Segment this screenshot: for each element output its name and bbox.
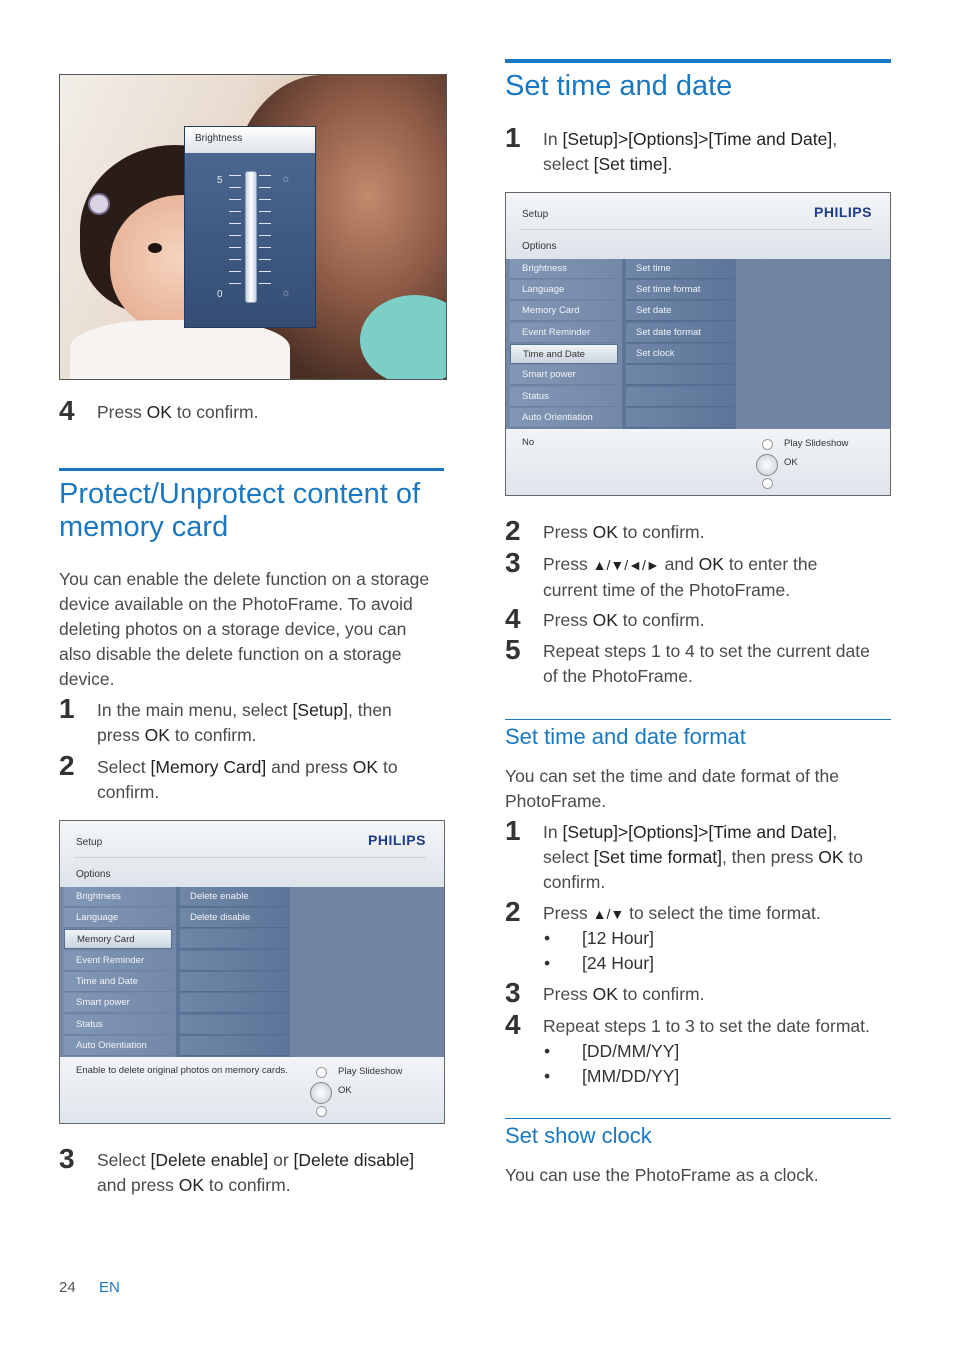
photo-hair-clip-icon (88, 193, 110, 215)
menu-item-auto-orientation[interactable]: Auto Orientiation (64, 1036, 172, 1056)
left-step-3 (59, 1143, 454, 1198)
menu-item-time-and-date[interactable]: Time and Date (64, 972, 172, 992)
sub-item-empty (180, 929, 288, 949)
step-text: In [Setup]>[Options]>[Time and Date], select [Set time]. (543, 129, 838, 174)
screen-options-label: Options (522, 241, 557, 252)
right-step-4 (505, 603, 900, 636)
footer-message: Enable to delete original photos on memory cards. (76, 1065, 288, 1076)
photo-child-eye-left (148, 243, 162, 253)
ok-wheel-icon[interactable] (310, 1082, 332, 1104)
sub-item-empty (626, 365, 734, 385)
step-text: Repeat steps 1 to 4 to set the current date of the PhotoFrame. (543, 641, 870, 686)
screen-main-menu (60, 887, 176, 1057)
step-text: Press OK to confirm. (97, 402, 259, 422)
language-code: EN (99, 1279, 120, 1296)
memory-card-screenshot (59, 820, 445, 1124)
step-number: 1 (59, 693, 75, 724)
menu-item-status[interactable]: Status (510, 387, 618, 407)
screen-sub-menu (176, 887, 290, 1057)
time-section-rule (505, 59, 891, 63)
screen-preview-area (736, 259, 890, 429)
sub-item-empty (180, 1036, 288, 1056)
menu-item-memory-card[interactable]: Memory Card (64, 929, 172, 949)
menu-item-auto-orientation[interactable]: Auto Orientiation (510, 408, 618, 428)
menu-item-event-reminder[interactable]: Event Reminder (510, 323, 618, 343)
format-step-1 (505, 815, 900, 896)
sub-item-empty (180, 972, 288, 992)
sub-item-set-time[interactable]: Set time (626, 259, 734, 279)
radio-down-icon[interactable] (762, 478, 773, 489)
right-step-3 (505, 547, 900, 602)
philips-logo: PHILIPS (814, 204, 872, 220)
sub-item-empty (180, 951, 288, 971)
radio-up-icon[interactable] (316, 1067, 327, 1078)
format-step-2 (505, 896, 900, 929)
radio-down-icon[interactable] (316, 1106, 327, 1117)
step-text: Repeat steps 1 to 3 to set the date format. (543, 1016, 870, 1036)
step-text: Press ▲/▼/◄/► and OK to enter the current time of the PhotoFrame. (543, 554, 818, 600)
bullet-dot-icon: • (544, 953, 551, 973)
brightness-min-label: 0 (217, 289, 223, 300)
time-date-screenshot (505, 192, 891, 496)
menu-item-memory-card[interactable]: Memory Card (510, 301, 618, 321)
arrow-keys-icon: ▲/▼/◄/► (592, 557, 660, 573)
bullet-dot-icon: • (544, 1041, 551, 1061)
step-number: 4 (59, 395, 75, 426)
sub-item-empty (180, 1015, 288, 1035)
sub-item-empty (626, 408, 734, 428)
step-number: 3 (59, 1143, 75, 1174)
protect-intro: You can enable the delete function on a storage device available on the PhotoFrame. To avoid deleting photos on a storage device, you can also disable the delete function on a storage device. (59, 569, 430, 689)
right-step-5 (505, 634, 900, 689)
step-number: 2 (505, 515, 521, 546)
step-text: Press OK to confirm. (543, 522, 705, 542)
screen-main-menu (506, 259, 622, 429)
sub-item-empty (180, 993, 288, 1013)
menu-item-language[interactable]: Language (510, 280, 618, 300)
step-text: Press ▲/▼ to select the time format. (543, 903, 821, 923)
menu-item-brightness[interactable]: Brightness (510, 259, 618, 279)
play-slideshow-label: Play Slideshow (784, 438, 849, 449)
screen-setup-label: Setup (76, 837, 103, 848)
brightness-photo (59, 74, 447, 380)
menu-item-language[interactable]: Language (64, 908, 172, 928)
sub-item-set-date[interactable]: Set date (626, 301, 734, 321)
step-number: 4 (505, 1009, 521, 1040)
screen-footer (60, 1057, 444, 1123)
step-number: 3 (505, 977, 521, 1008)
format-step-3 (505, 977, 900, 1010)
menu-item-smart-power[interactable]: Smart power (64, 993, 172, 1013)
screen-divider (520, 229, 872, 230)
ok-label: OK (338, 1085, 352, 1096)
brightness-slider-track[interactable] (245, 171, 257, 303)
step-number: 2 (59, 750, 75, 781)
format-step-4 (505, 1009, 900, 1042)
ok-wheel-icon[interactable] (756, 454, 778, 476)
sun-dim-icon: ☼ (281, 287, 292, 299)
sub-item-empty (626, 387, 734, 407)
sun-bright-icon: ☼ (281, 173, 292, 185)
ok-label: OK (784, 457, 798, 468)
time-section-title: Set time and date (505, 70, 733, 102)
step-text: Press OK to confirm. (543, 610, 705, 630)
brightness-max-label: 5 (217, 175, 223, 186)
screen-preview-area (290, 887, 444, 1057)
screen-divider (74, 857, 426, 858)
step-text: Select [Delete enable] or [Delete disable] and press OK to confirm. (97, 1150, 415, 1195)
right-step-2 (505, 515, 900, 548)
menu-item-brightness[interactable]: Brightness (64, 887, 172, 907)
photo-child-shirt (70, 320, 290, 380)
page-number: 24 (59, 1279, 76, 1296)
protect-section-title: Protect/Unprotect content of memory card (59, 478, 421, 543)
sub-item-set-date-format[interactable]: Set date format (626, 323, 734, 343)
brightness-slider-ticks-left (229, 175, 241, 295)
brightness-label: Brightness (195, 133, 243, 144)
step-number: 5 (505, 634, 521, 665)
clock-intro: You can use the PhotoFrame as a clock. (505, 1165, 819, 1185)
bullet-dot-icon: • (544, 1066, 551, 1086)
format-intro: You can set the time and date format of the PhotoFrame. (505, 766, 840, 811)
step-text: Select [Memory Card] and press OK to confirm. (97, 757, 398, 802)
step-text: In the main menu, select [Setup], then press OK to confirm. (97, 700, 392, 745)
left-step-2 (59, 750, 449, 805)
step-number: 2 (505, 896, 521, 927)
format-section-title: Set time and date format (505, 724, 746, 749)
step-number: 3 (505, 547, 521, 578)
sub-item-set-time-format[interactable]: Set time format (626, 280, 734, 300)
radio-up-icon[interactable] (762, 439, 773, 450)
brightness-overlay-header (185, 127, 315, 153)
left-step-4 (59, 395, 449, 428)
clock-section-title: Set show clock (505, 1123, 652, 1148)
menu-item-status[interactable]: Status (64, 1015, 172, 1035)
step-number: 1 (505, 122, 521, 153)
sub-item-delete-disable[interactable]: Delete disable (180, 908, 288, 928)
brightness-slider-ticks-right (259, 175, 271, 295)
footer-message: No (522, 437, 535, 448)
brightness-overlay (184, 126, 316, 328)
menu-item-event-reminder[interactable]: Event Reminder (64, 951, 172, 971)
philips-logo: PHILIPS (368, 832, 426, 848)
screen-sub-menu (622, 259, 736, 429)
step-number: 4 (505, 603, 521, 634)
sub-item-set-clock[interactable]: Set clock (626, 344, 734, 364)
screen-footer (506, 429, 890, 495)
bullet-dot-icon: • (544, 928, 551, 948)
screen-header (506, 193, 890, 259)
clock-section-rule (505, 1118, 891, 1119)
protect-section-rule (59, 468, 444, 471)
step-number: 1 (505, 815, 521, 846)
screen-options-label: Options (76, 869, 111, 880)
sub-item-delete-enable[interactable]: Delete enable (180, 887, 288, 907)
menu-item-time-and-date[interactable]: Time and Date (510, 344, 618, 364)
format-section-rule (505, 719, 891, 720)
play-slideshow-label: Play Slideshow (338, 1066, 403, 1077)
right-step-1 (505, 122, 900, 177)
left-step-1 (59, 693, 449, 748)
screen-header (60, 821, 444, 887)
step-text: In [Setup]>[Options]>[Time and Date], select [Set time format], then press OK to confirm. (543, 822, 864, 892)
screen-setup-label: Setup (522, 209, 549, 220)
arrow-keys-icon: ▲/▼ (592, 906, 625, 922)
menu-item-smart-power[interactable]: Smart power (510, 365, 618, 385)
step-text: Press OK to confirm. (543, 984, 705, 1004)
